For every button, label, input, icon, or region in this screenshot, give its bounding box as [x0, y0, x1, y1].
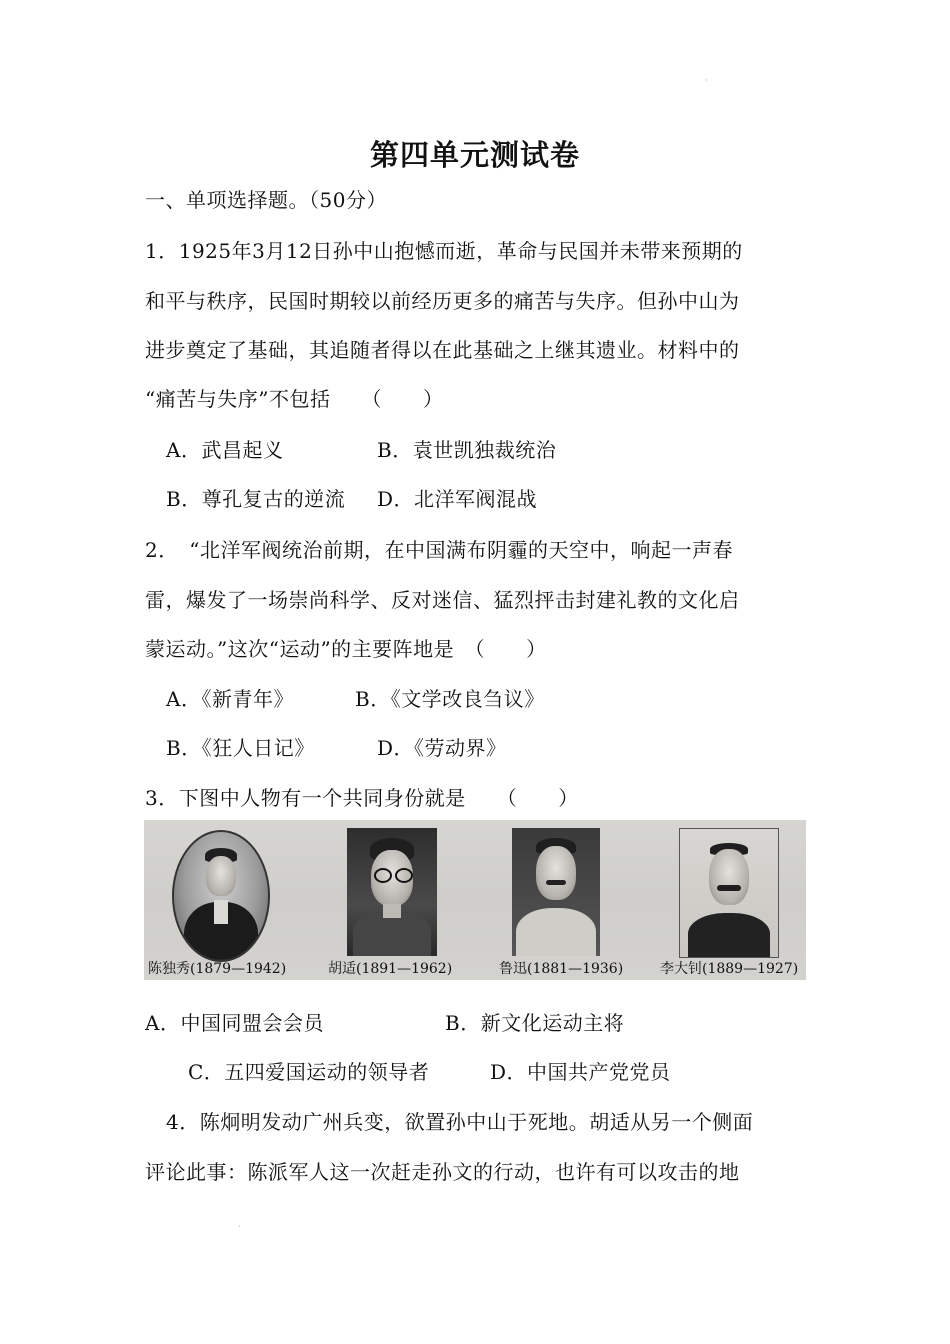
portrait-photo-strip	[144, 820, 806, 980]
q2-option-b: B．《文学改良刍议》	[355, 687, 545, 711]
scan-speck: ·	[238, 1222, 241, 1231]
q1-line-4: “痛苦与失序”不包括 （ ）	[145, 387, 444, 411]
q2-line-3: 蒙运动。”这次“运动”的主要阵地是 （ ）	[145, 637, 547, 661]
q1-option-d: D．北洋军阀混战	[377, 487, 538, 511]
q2-line-2: 雷，爆发了一场崇尚科学、反对迷信、猛烈抨击封建礼教的文化启	[145, 588, 740, 612]
q1-line-1: 1．1925年3月12日孙中山抱憾而逝，革命与民国并未带来预期的	[145, 239, 743, 263]
q3-stem: 3．下图中人物有一个共同身份就是 （ ）	[145, 786, 579, 810]
portrait-li-dazhao	[679, 828, 779, 958]
scan-speck: ·	[705, 76, 708, 85]
caption-chen-duxiu: 陈独秀(1879—1942)	[148, 961, 287, 977]
q1-option-a: A．武昌起义	[166, 438, 284, 462]
q1-option-c: B．尊孔复古的逆流	[166, 487, 346, 511]
caption-hu-shi: 胡适(1891—1962)	[328, 961, 453, 977]
q3-option-d: D．中国共产党党员	[490, 1060, 671, 1084]
portrait-chen-duxiu	[172, 830, 270, 962]
q1-line-3: 进步奠定了基础，其追随者得以在此基础之上继其遗业。材料中的	[145, 338, 740, 362]
portrait-lu-xun	[512, 828, 600, 956]
q2-option-d: D．《劳动界》	[377, 736, 507, 760]
page-title: 第四单元测试卷	[369, 138, 580, 172]
q3-option-c: C．五四爱国运动的领导者	[188, 1060, 430, 1084]
q2-option-a: A．《新青年》	[166, 687, 294, 711]
caption-li-dazhao: 李大钊(1889—1927)	[660, 961, 799, 977]
q2-option-c: B．《狂人日记》	[166, 736, 315, 760]
q2-line-1: 2． “北洋军阀统治前期，在中国满布阴霾的天空中，响起一声春	[145, 538, 733, 562]
q4-line-1: 4．陈炯明发动广州兵变，欲置孙中山于死地。胡适从另一个侧面	[166, 1110, 754, 1134]
q3-option-a: A．中国同盟会会员	[145, 1011, 324, 1035]
q4-line-2: 评论此事：陈派军人这一次赶走孙文的行动，也许有可以攻击的地	[145, 1160, 740, 1184]
section-heading: 一、单项选择题。（50分）	[145, 188, 387, 212]
q1-line-2: 和平与秩序，民国时期较以前经历更多的痛苦与失序。但孙中山为	[145, 289, 740, 313]
q1-option-b: B．袁世凯独裁统治	[377, 438, 557, 462]
q3-option-b: B．新文化运动主将	[445, 1011, 625, 1035]
portrait-hu-shi	[347, 828, 437, 956]
caption-lu-xun: 鲁迅(1881—1936)	[499, 961, 624, 977]
